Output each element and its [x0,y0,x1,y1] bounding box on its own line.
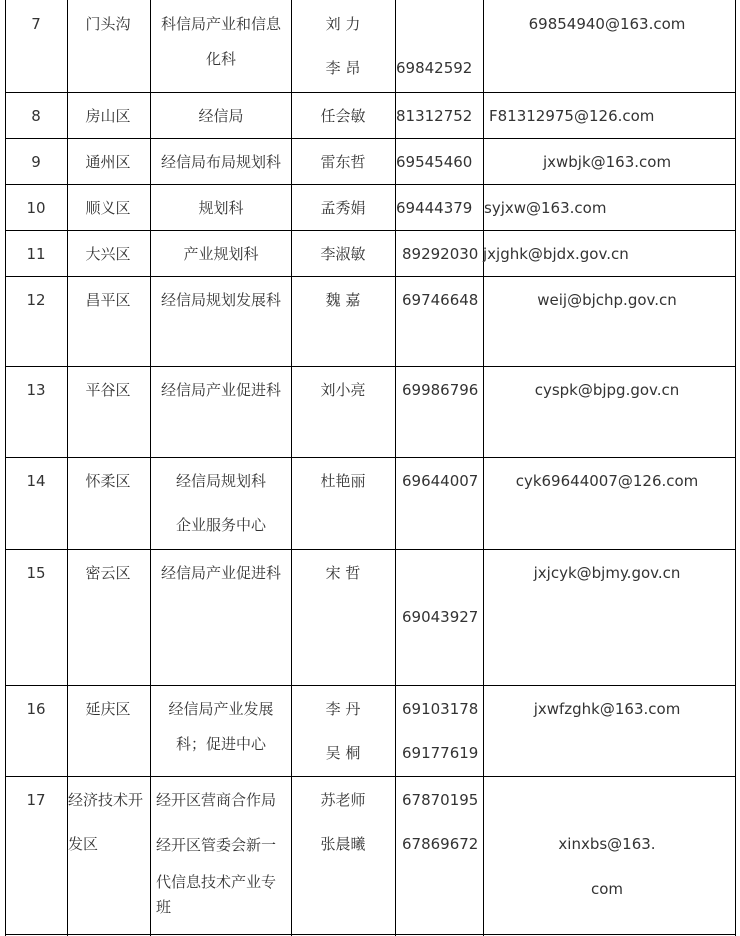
district-name: 门头沟 [85,15,131,33]
row-number: 10 [26,199,46,217]
department-name: 经信局规划科 [175,472,267,490]
row-number: 17 [26,791,46,809]
table-row-border [5,138,736,139]
department-name: 经信局 [198,107,244,125]
district-name: 房山区 [85,107,131,125]
table-row-border [5,92,736,93]
district-name: 大兴区 [85,245,131,263]
district-name: 密云区 [85,564,131,582]
email-address: jxjghk@bjdx.gov.cn [483,245,629,263]
contact-person: 魏 嘉 [325,291,361,309]
email-address: cyk69644007@126.com [515,472,699,490]
department-name: 规划科 [198,199,244,217]
table-column-border [291,0,292,936]
email-address: weij@bjchp.gov.cn [537,291,677,309]
row-number: 12 [26,291,46,309]
contact-person: 孟秀娟 [320,199,366,217]
department-name: 科信局产业和信息 [160,15,282,33]
table-row-border [5,549,736,550]
department-name: 企业服务中心 [175,516,267,534]
contact-person: 李淑敏 [320,245,366,263]
department-name: 经信局产业促进科 [160,381,282,399]
department-name: 经开区营商合作局 [156,791,277,809]
department-name: 经信局产业发展 [168,700,274,718]
email-address: com [590,880,624,898]
row-number: 8 [31,107,41,125]
district-name: 昌平区 [85,291,131,309]
district-name: 延庆区 [85,700,131,718]
email-address: syjxw@163.com [484,199,607,217]
phone-number: 69842592 [396,59,473,77]
table-row-border [5,230,736,231]
contact-person: 刘 力 [325,15,361,33]
table-column-border [5,0,6,936]
contact-person: 吴 桐 [325,744,361,762]
row-number: 7 [31,15,41,33]
district-name: 经济技术开 [68,791,144,809]
contact-person: 苏老师 [320,791,366,809]
phone-number: 67870195 [402,791,479,809]
phone-number: 67869672 [402,835,479,853]
district-name: 怀柔区 [85,472,131,490]
phone-number: 69644007 [402,472,479,490]
department-name: 经信局布局规划科 [160,153,282,171]
table-row-border [5,934,736,935]
district-name: 平谷区 [85,381,131,399]
phone-number: 69746648 [402,291,479,309]
department-name: 经信局产业促进科 [160,564,282,582]
table-row-border [5,184,736,185]
table-column-border [735,0,736,936]
phone-number: 69986796 [402,381,479,399]
email-address: F81312975@126.com [489,107,655,125]
department-name: 科；促进中心 [175,735,267,753]
department-name: 化科 [205,50,237,68]
email-address: 69854940@163.com [528,15,686,33]
email-address: jxwfzghk@163.com [533,700,681,718]
contact-person: 杜艳丽 [320,472,366,490]
contact-person: 雷东哲 [320,153,366,171]
contact-person: 宋 哲 [325,564,361,582]
department-name: 经开区管委会新一 [156,836,277,854]
table-column-border [395,0,396,936]
row-number: 14 [26,472,46,490]
phone-number: 69103178 [402,700,479,718]
department-name: 产业规划科 [183,245,259,263]
table-column-border [150,0,151,936]
phone-number: 69043927 [402,608,479,626]
row-number: 13 [26,381,46,399]
table-row-border [5,366,736,367]
department-name: 经信局规划发展科 [160,291,282,309]
district-name: 发区 [68,835,99,853]
phone-number: 89292030 [402,245,479,263]
department-name: 代信息技术产业专 [156,873,277,891]
phone-number: 69545460 [396,153,473,171]
contact-person: 刘小亮 [320,381,366,399]
district-name: 顺义区 [85,199,131,217]
table-column-border [483,0,484,936]
table-row-border [5,685,736,686]
department-name: 班 [156,898,172,916]
table-row-border [5,776,736,777]
row-number: 9 [31,153,41,171]
phone-number: 69444379 [396,199,473,217]
email-address: jxwbjk@163.com [542,153,672,171]
contact-person: 张晨曦 [320,835,366,853]
email-address: jxjcyk@bjmy.gov.cn [533,564,681,582]
phone-number: 69177619 [402,744,479,762]
table-row-border [5,276,736,277]
row-number: 15 [26,564,46,582]
email-address: cyspk@bjpg.gov.cn [534,381,680,399]
email-address: xinxbs@163. [558,835,656,853]
district-name: 通州区 [85,153,131,171]
row-number: 16 [26,700,46,718]
contact-person: 任会敏 [320,107,366,125]
contact-person: 李 丹 [325,700,361,718]
table-row-border [5,457,736,458]
row-number: 11 [26,245,46,263]
phone-number: 81312752 [396,107,473,125]
contact-person: 李 昂 [325,59,361,77]
